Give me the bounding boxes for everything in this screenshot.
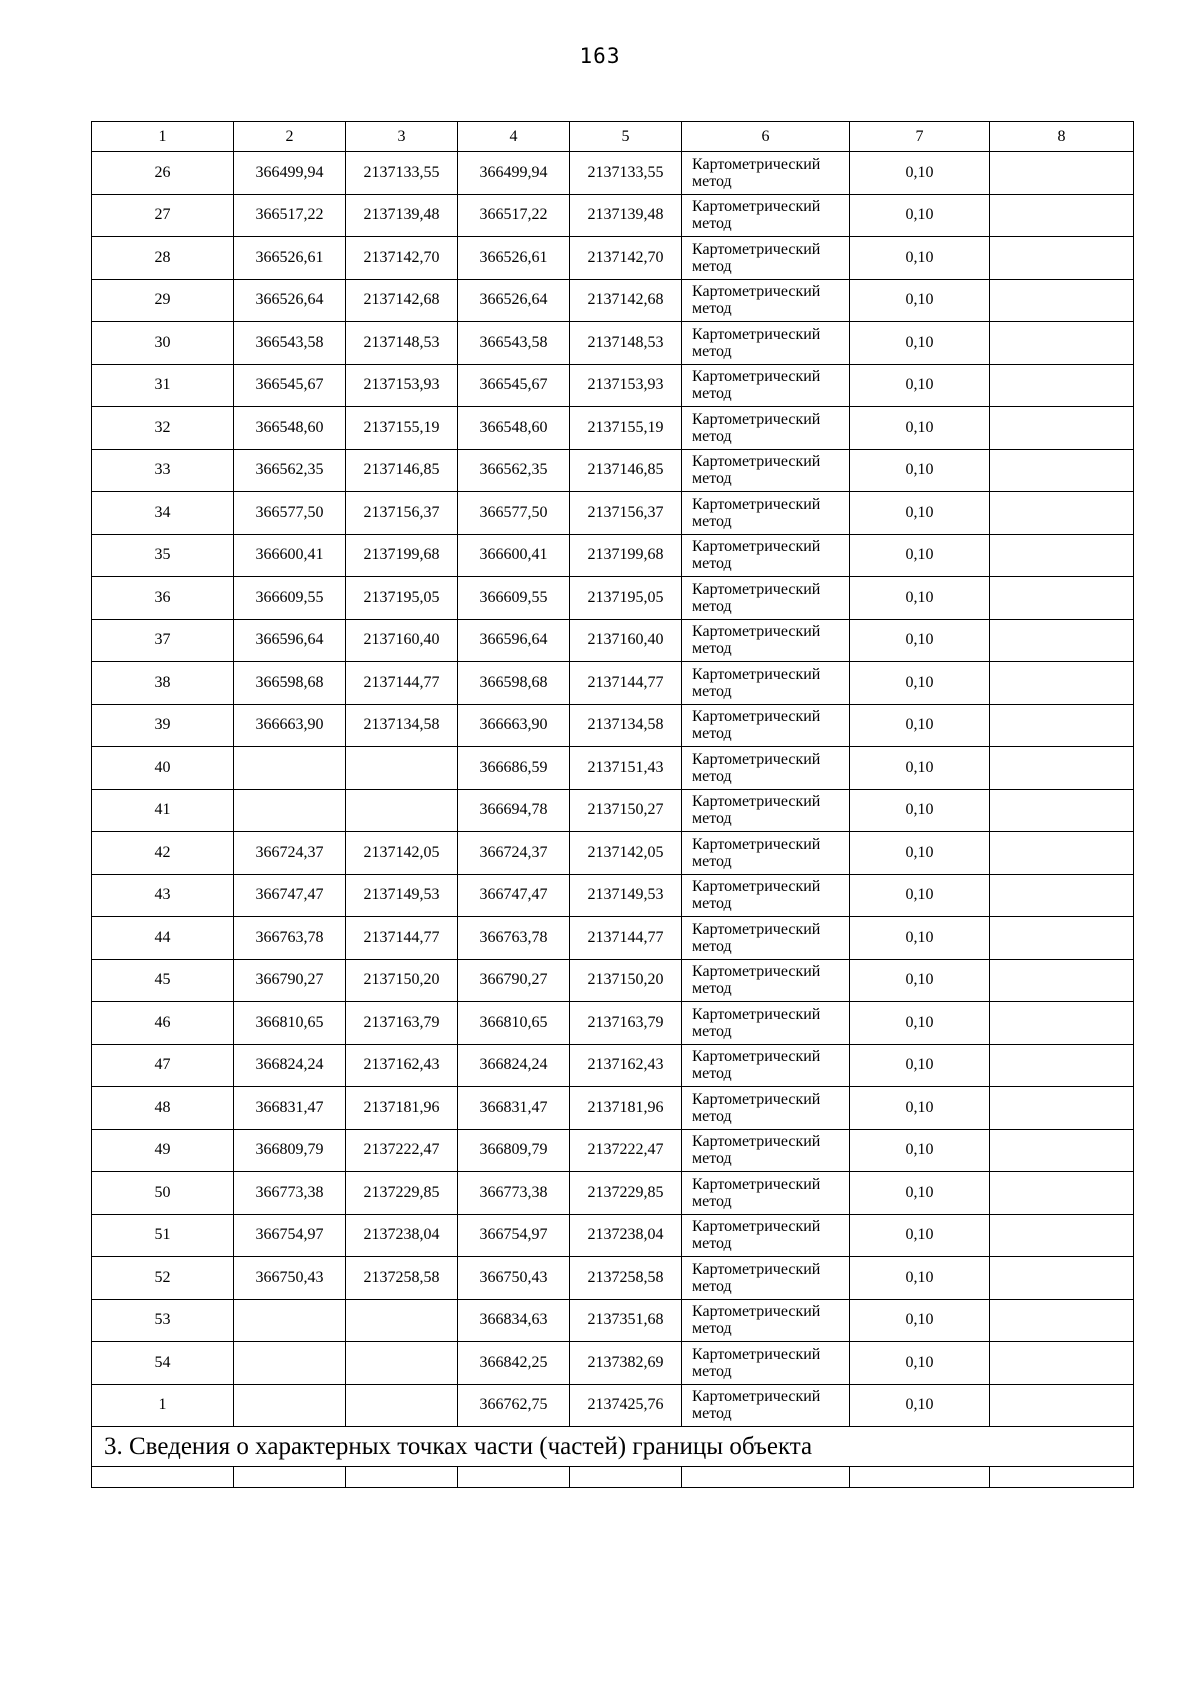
table-row (92, 1087, 1134, 1130)
new-x: 366694,78 (458, 789, 570, 832)
note-cell (990, 1384, 1134, 1427)
point-number: 39 (92, 704, 234, 747)
new-y: 2137153,93 (570, 364, 682, 407)
old-y: 2137199,68 (346, 534, 458, 577)
old-x (234, 1342, 346, 1385)
method-cell: Картометрический метод (682, 959, 850, 1002)
new-x: 366600,41 (458, 534, 570, 577)
coordinates-table (91, 121, 1134, 1488)
table-row (92, 449, 1134, 492)
old-y: 2137160,40 (346, 619, 458, 662)
accuracy: 0,10 (850, 619, 990, 662)
table-row (92, 322, 1134, 365)
old-y: 2137155,19 (346, 407, 458, 450)
point-number: 48 (92, 1087, 234, 1130)
new-y: 2137150,20 (570, 959, 682, 1002)
method-cell: Картометрический метод (682, 534, 850, 577)
point-number: 32 (92, 407, 234, 450)
new-x: 366842,25 (458, 1342, 570, 1385)
note-cell (990, 1129, 1134, 1172)
old-y: 2137258,58 (346, 1257, 458, 1300)
table-row (92, 1172, 1134, 1215)
old-y: 2137146,85 (346, 449, 458, 492)
section-title: 3. Сведения о характерных точках части (частей) границы объекта (92, 1427, 1134, 1467)
new-y: 2137144,77 (570, 917, 682, 960)
note-cell (990, 619, 1134, 662)
old-y: 2137156,37 (346, 492, 458, 535)
empty-cell (346, 1467, 458, 1488)
note-cell (990, 322, 1134, 365)
accuracy: 0,10 (850, 1384, 990, 1427)
new-x: 366790,27 (458, 959, 570, 1002)
note-cell (990, 194, 1134, 237)
method-cell: Картометрический метод (682, 322, 850, 365)
accuracy: 0,10 (850, 237, 990, 280)
method-cell: Картометрический метод (682, 492, 850, 535)
point-number: 53 (92, 1299, 234, 1342)
accuracy: 0,10 (850, 322, 990, 365)
empty-row (92, 1467, 1134, 1488)
empty-cell (990, 1467, 1134, 1488)
new-x: 366545,67 (458, 364, 570, 407)
table-body (92, 122, 1134, 1488)
old-y: 2137162,43 (346, 1044, 458, 1087)
new-y: 2137139,48 (570, 194, 682, 237)
old-x: 366526,61 (234, 237, 346, 280)
new-y: 2137144,77 (570, 662, 682, 705)
new-y: 2137238,04 (570, 1214, 682, 1257)
table-row (92, 789, 1134, 832)
old-y (346, 1299, 458, 1342)
old-x: 366596,64 (234, 619, 346, 662)
point-number: 27 (92, 194, 234, 237)
note-cell (990, 1087, 1134, 1130)
old-y: 2137133,55 (346, 152, 458, 195)
point-number: 50 (92, 1172, 234, 1215)
accuracy: 0,10 (850, 1257, 990, 1300)
note-cell (990, 1002, 1134, 1045)
table-row (92, 492, 1134, 535)
new-x: 366499,94 (458, 152, 570, 195)
page-number: 163 (579, 44, 621, 68)
accuracy: 0,10 (850, 1342, 990, 1385)
empty-cell (234, 1467, 346, 1488)
new-x: 366609,55 (458, 577, 570, 620)
accuracy: 0,10 (850, 279, 990, 322)
accuracy: 0,10 (850, 832, 990, 875)
point-number: 42 (92, 832, 234, 875)
old-y: 2137142,70 (346, 237, 458, 280)
old-x: 366831,47 (234, 1087, 346, 1130)
accuracy: 0,10 (850, 1002, 990, 1045)
new-y: 2137181,96 (570, 1087, 682, 1130)
accuracy: 0,10 (850, 1044, 990, 1087)
method-cell: Картометрический метод (682, 152, 850, 195)
note-cell (990, 1299, 1134, 1342)
note-cell (990, 789, 1134, 832)
table-row (92, 237, 1134, 280)
table-row (92, 1214, 1134, 1257)
note-cell (990, 407, 1134, 450)
new-y: 2137142,05 (570, 832, 682, 875)
table-row (92, 874, 1134, 917)
accuracy: 0,10 (850, 1214, 990, 1257)
new-y: 2137151,43 (570, 747, 682, 790)
old-y: 2137139,48 (346, 194, 458, 237)
method-cell: Картометрический метод (682, 577, 850, 620)
new-y: 2137133,55 (570, 152, 682, 195)
old-y: 2137142,05 (346, 832, 458, 875)
new-x: 366754,97 (458, 1214, 570, 1257)
point-number: 35 (92, 534, 234, 577)
method-cell: Картометрический метод (682, 1129, 850, 1172)
table-row (92, 1257, 1134, 1300)
old-y: 2137148,53 (346, 322, 458, 365)
method-cell: Картометрический метод (682, 704, 850, 747)
new-y: 2137156,37 (570, 492, 682, 535)
old-x: 366663,90 (234, 704, 346, 747)
old-y: 2137163,79 (346, 1002, 458, 1045)
accuracy: 0,10 (850, 1087, 990, 1130)
point-number: 38 (92, 662, 234, 705)
new-y: 2137195,05 (570, 577, 682, 620)
column-header: 6 (682, 122, 850, 152)
method-cell: Картометрический метод (682, 1172, 850, 1215)
column-number-row (92, 122, 1134, 152)
new-y: 2137146,85 (570, 449, 682, 492)
new-x: 366548,60 (458, 407, 570, 450)
note-cell (990, 832, 1134, 875)
section-row (92, 1427, 1134, 1467)
new-y: 2137155,19 (570, 407, 682, 450)
column-header: 5 (570, 122, 682, 152)
old-x: 366545,67 (234, 364, 346, 407)
accuracy: 0,10 (850, 959, 990, 1002)
point-number: 34 (92, 492, 234, 535)
table-row (92, 577, 1134, 620)
note-cell (990, 662, 1134, 705)
note-cell (990, 534, 1134, 577)
new-y: 2137229,85 (570, 1172, 682, 1215)
new-x: 366598,68 (458, 662, 570, 705)
new-x: 366831,47 (458, 1087, 570, 1130)
new-x: 366562,35 (458, 449, 570, 492)
old-y: 2137153,93 (346, 364, 458, 407)
point-number: 54 (92, 1342, 234, 1385)
point-number: 33 (92, 449, 234, 492)
old-y: 2137181,96 (346, 1087, 458, 1130)
table-row (92, 704, 1134, 747)
empty-cell (458, 1467, 570, 1488)
table-row (92, 1384, 1134, 1427)
accuracy: 0,10 (850, 704, 990, 747)
point-number: 30 (92, 322, 234, 365)
new-y: 2137149,53 (570, 874, 682, 917)
old-y: 2137195,05 (346, 577, 458, 620)
accuracy: 0,10 (850, 407, 990, 450)
method-cell: Картометрический метод (682, 1214, 850, 1257)
new-x: 366824,24 (458, 1044, 570, 1087)
new-x: 366686,59 (458, 747, 570, 790)
method-cell: Картометрический метод (682, 747, 850, 790)
old-x (234, 1299, 346, 1342)
method-cell: Картометрический метод (682, 789, 850, 832)
note-cell (990, 1044, 1134, 1087)
old-x: 366790,27 (234, 959, 346, 1002)
old-x: 366824,24 (234, 1044, 346, 1087)
point-number: 52 (92, 1257, 234, 1300)
accuracy: 0,10 (850, 577, 990, 620)
table-row (92, 959, 1134, 1002)
note-cell (990, 364, 1134, 407)
old-y (346, 789, 458, 832)
accuracy: 0,10 (850, 152, 990, 195)
old-y (346, 1384, 458, 1427)
method-cell: Картометрический метод (682, 237, 850, 280)
old-x: 366763,78 (234, 917, 346, 960)
point-number: 36 (92, 577, 234, 620)
empty-cell (92, 1467, 234, 1488)
old-x: 366543,58 (234, 322, 346, 365)
point-number: 31 (92, 364, 234, 407)
note-cell (990, 449, 1134, 492)
accuracy: 0,10 (850, 492, 990, 535)
new-x: 366773,38 (458, 1172, 570, 1215)
method-cell: Картометрический метод (682, 449, 850, 492)
table-row (92, 407, 1134, 450)
new-y: 2137160,40 (570, 619, 682, 662)
point-number: 1 (92, 1384, 234, 1427)
method-cell: Картометрический метод (682, 662, 850, 705)
new-x: 366750,43 (458, 1257, 570, 1300)
old-x (234, 747, 346, 790)
note-cell (990, 917, 1134, 960)
point-number: 26 (92, 152, 234, 195)
old-x: 366724,37 (234, 832, 346, 875)
new-x: 366810,65 (458, 1002, 570, 1045)
accuracy: 0,10 (850, 747, 990, 790)
new-y: 2137134,58 (570, 704, 682, 747)
new-x: 366747,47 (458, 874, 570, 917)
table-row (92, 619, 1134, 662)
new-y: 2137199,68 (570, 534, 682, 577)
column-header: 8 (990, 122, 1134, 152)
note-cell (990, 959, 1134, 1002)
old-y: 2137142,68 (346, 279, 458, 322)
table-row (92, 279, 1134, 322)
new-y: 2137162,43 (570, 1044, 682, 1087)
note-cell (990, 577, 1134, 620)
note-cell (990, 747, 1134, 790)
accuracy: 0,10 (850, 194, 990, 237)
point-number: 40 (92, 747, 234, 790)
old-x: 366750,43 (234, 1257, 346, 1300)
old-x: 366809,79 (234, 1129, 346, 1172)
note-cell (990, 1172, 1134, 1215)
point-number: 47 (92, 1044, 234, 1087)
note-cell (990, 237, 1134, 280)
old-x: 366598,68 (234, 662, 346, 705)
empty-cell (850, 1467, 990, 1488)
new-x: 366834,63 (458, 1299, 570, 1342)
accuracy: 0,10 (850, 364, 990, 407)
table-row (92, 747, 1134, 790)
method-cell: Картометрический метод (682, 1257, 850, 1300)
method-cell: Картометрический метод (682, 1342, 850, 1385)
column-header: 1 (92, 122, 234, 152)
old-y: 2137150,20 (346, 959, 458, 1002)
note-cell (990, 1342, 1134, 1385)
old-y: 2137149,53 (346, 874, 458, 917)
new-x: 366526,61 (458, 237, 570, 280)
column-header: 3 (346, 122, 458, 152)
method-cell: Картометрический метод (682, 194, 850, 237)
old-x: 366577,50 (234, 492, 346, 535)
method-cell: Картометрический метод (682, 619, 850, 662)
note-cell (990, 874, 1134, 917)
new-x: 366526,64 (458, 279, 570, 322)
table-row (92, 1342, 1134, 1385)
new-x: 366763,78 (458, 917, 570, 960)
old-x (234, 1384, 346, 1427)
table-row (92, 1129, 1134, 1172)
accuracy: 0,10 (850, 1129, 990, 1172)
method-cell: Картометрический метод (682, 1087, 850, 1130)
old-y: 2137144,77 (346, 662, 458, 705)
table-row (92, 534, 1134, 577)
new-y: 2137351,68 (570, 1299, 682, 1342)
point-number: 28 (92, 237, 234, 280)
old-x: 366754,97 (234, 1214, 346, 1257)
new-y: 2137142,68 (570, 279, 682, 322)
old-x: 366810,65 (234, 1002, 346, 1045)
table-row (92, 917, 1134, 960)
method-cell: Картометрический метод (682, 1044, 850, 1087)
accuracy: 0,10 (850, 1299, 990, 1342)
empty-cell (682, 1467, 850, 1488)
point-number: 45 (92, 959, 234, 1002)
new-y: 2137425,76 (570, 1384, 682, 1427)
new-x: 366577,50 (458, 492, 570, 535)
old-x: 366773,38 (234, 1172, 346, 1215)
point-number: 37 (92, 619, 234, 662)
new-y: 2137150,27 (570, 789, 682, 832)
note-cell (990, 1257, 1134, 1300)
method-cell: Картометрический метод (682, 874, 850, 917)
note-cell (990, 704, 1134, 747)
new-x: 366809,79 (458, 1129, 570, 1172)
point-number: 49 (92, 1129, 234, 1172)
point-number: 46 (92, 1002, 234, 1045)
new-y: 2137382,69 (570, 1342, 682, 1385)
column-header: 2 (234, 122, 346, 152)
accuracy: 0,10 (850, 662, 990, 705)
accuracy: 0,10 (850, 917, 990, 960)
accuracy: 0,10 (850, 449, 990, 492)
note-cell (990, 1214, 1134, 1257)
accuracy: 0,10 (850, 789, 990, 832)
column-header: 7 (850, 122, 990, 152)
point-number: 43 (92, 874, 234, 917)
new-y: 2137222,47 (570, 1129, 682, 1172)
point-number: 41 (92, 789, 234, 832)
old-x: 366548,60 (234, 407, 346, 450)
empty-cell (570, 1467, 682, 1488)
new-y: 2137258,58 (570, 1257, 682, 1300)
method-cell: Картометрический метод (682, 1002, 850, 1045)
note-cell (990, 492, 1134, 535)
column-header: 4 (458, 122, 570, 152)
old-y: 2137144,77 (346, 917, 458, 960)
old-x: 366526,64 (234, 279, 346, 322)
note-cell (990, 152, 1134, 195)
table-row (92, 152, 1134, 195)
table-row (92, 1002, 1134, 1045)
new-x: 366543,58 (458, 322, 570, 365)
old-x: 366747,47 (234, 874, 346, 917)
old-x (234, 789, 346, 832)
table-row (92, 662, 1134, 705)
method-cell: Картометрический метод (682, 832, 850, 875)
method-cell: Картометрический метод (682, 1384, 850, 1427)
old-y (346, 1342, 458, 1385)
new-y: 2137142,70 (570, 237, 682, 280)
new-y: 2137163,79 (570, 1002, 682, 1045)
method-cell: Картометрический метод (682, 1299, 850, 1342)
accuracy: 0,10 (850, 874, 990, 917)
old-y: 2137229,85 (346, 1172, 458, 1215)
old-x: 366499,94 (234, 152, 346, 195)
method-cell: Картометрический метод (682, 364, 850, 407)
accuracy: 0,10 (850, 1172, 990, 1215)
table-row (92, 194, 1134, 237)
new-x: 366517,22 (458, 194, 570, 237)
new-x: 366724,37 (458, 832, 570, 875)
old-y: 2137222,47 (346, 1129, 458, 1172)
accuracy: 0,10 (850, 534, 990, 577)
old-x: 366609,55 (234, 577, 346, 620)
point-number: 44 (92, 917, 234, 960)
new-x: 366762,75 (458, 1384, 570, 1427)
table-row (92, 364, 1134, 407)
old-y (346, 747, 458, 790)
new-x: 366663,90 (458, 704, 570, 747)
old-x: 366600,41 (234, 534, 346, 577)
table-row (92, 1299, 1134, 1342)
old-y: 2137238,04 (346, 1214, 458, 1257)
old-x: 366562,35 (234, 449, 346, 492)
method-cell: Картометрический метод (682, 407, 850, 450)
method-cell: Картометрический метод (682, 279, 850, 322)
table-row (92, 1044, 1134, 1087)
point-number: 51 (92, 1214, 234, 1257)
old-y: 2137134,58 (346, 704, 458, 747)
point-number: 29 (92, 279, 234, 322)
method-cell: Картометрический метод (682, 917, 850, 960)
new-x: 366596,64 (458, 619, 570, 662)
old-x: 366517,22 (234, 194, 346, 237)
new-y: 2137148,53 (570, 322, 682, 365)
note-cell (990, 279, 1134, 322)
table-row (92, 832, 1134, 875)
